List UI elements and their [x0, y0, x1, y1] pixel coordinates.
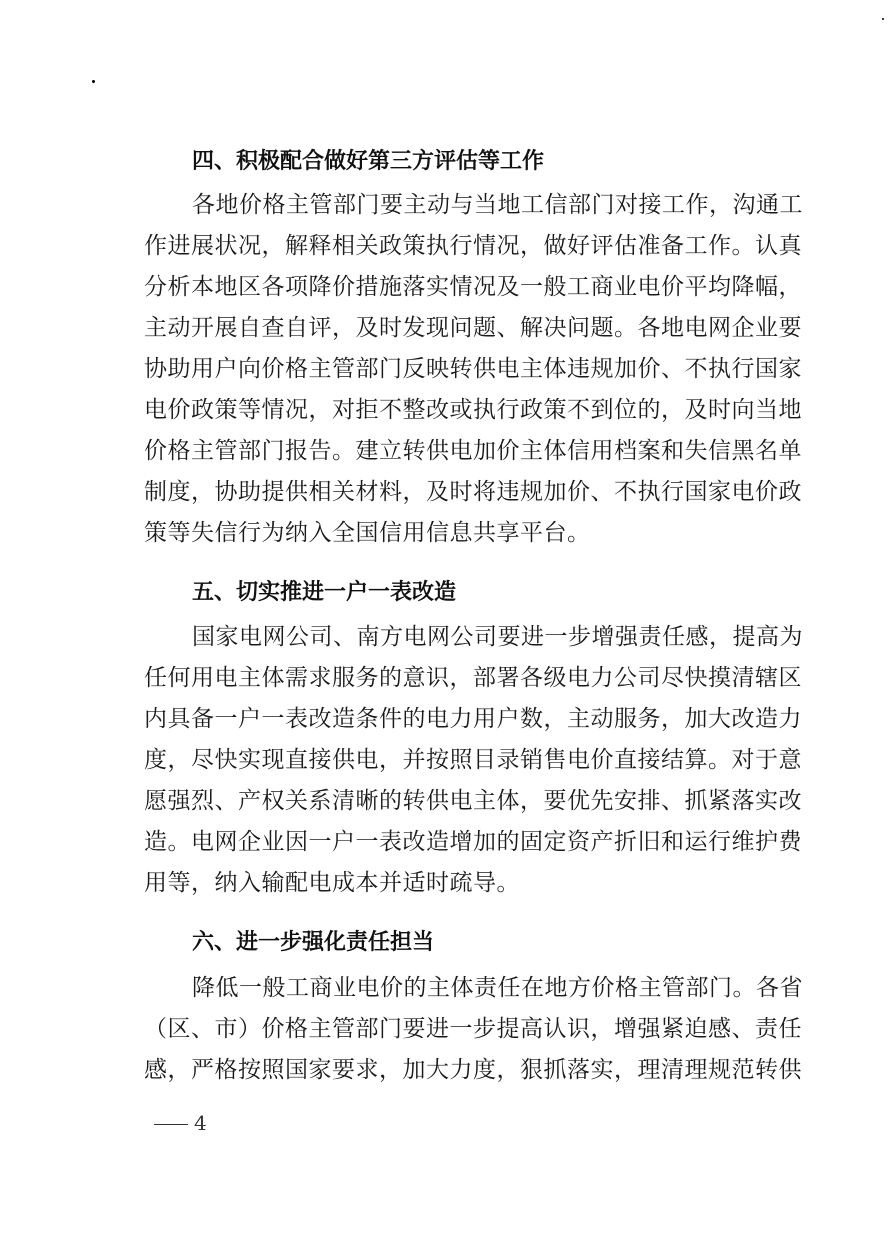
paragraph-line: 价格主管部门报告。建立转供电加价主体信用档案和失信黑名单	[144, 438, 802, 464]
paragraph-line: 各地价格主管部门要主动与当地工信部门对接工作，沟通工	[192, 192, 803, 218]
paragraph-line: 愿强烈、产权关系清晰的转供电主体，要优先安排、抓紧落实改	[144, 788, 802, 814]
paragraph-line: （区、市）价格主管部门要进一步提高认识，增强紧迫感、责任	[144, 1016, 802, 1042]
paragraph-line: 造。电网企业因一户一表改造增加的固定资产折旧和运行维护费	[144, 829, 802, 855]
scan-speck	[882, 18, 884, 20]
paragraph-line: 作进展状况，解释相关政策执行情况，做好评估准备工作。认真	[144, 233, 802, 259]
page-number-dash	[154, 1124, 188, 1125]
section-heading: 五、切实推进一户一表改造	[192, 580, 457, 605]
paragraph-line: 协助用户向价格主管部门反映转供电主体违规加价、不执行国家	[144, 356, 802, 382]
section-heading: 四、积极配合做好第三方评估等工作	[192, 149, 545, 174]
page-number-text: 4	[194, 1111, 207, 1135]
paragraph-line: 感，严格按照国家要求，加大力度，狠抓落实，理清理规范转供	[144, 1057, 802, 1083]
section-heading: 六、进一步强化责任担当	[192, 930, 435, 955]
paragraph-line: 内具备一户一表改造条件的电力用户数，主动服务，加大改造力	[144, 706, 802, 732]
paragraph-line: 策等失信行为纳入全国信用信息共享平台。	[144, 520, 591, 546]
paragraph-line: 分析本地区各项降价措施落实情况及一般工商业电价平均降幅，	[144, 274, 802, 300]
paragraph-line: 任何用电主体需求服务的意识，部署各级电力公司尽快摸清辖区	[144, 665, 802, 691]
scan-speck	[92, 80, 95, 83]
paragraph-line: 降低一般工商业电价的主体责任在地方价格主管部门。各省	[192, 975, 803, 1001]
paragraph-line: 用等，纳入输配电成本并适时疏导。	[144, 870, 520, 896]
paragraph-line: 主动开展自查自评，及时发现问题、解决问题。各地电网企业要	[144, 315, 802, 341]
paragraph-line: 制度，协助提供相关材料，及时将违规加价、不执行国家电价政	[144, 479, 802, 505]
page-number	[154, 1110, 207, 1136]
paragraph-line: 国家电网公司、南方电网公司要进一步增强责任感，提高为	[192, 624, 803, 650]
paragraph-line: 电价政策等情况，对拒不整改或执行政策不到位的，及时向当地	[144, 397, 802, 423]
paragraph-line: 度，尽快实现直接供电，并按照目录销售电价直接结算。对于意	[144, 747, 802, 773]
